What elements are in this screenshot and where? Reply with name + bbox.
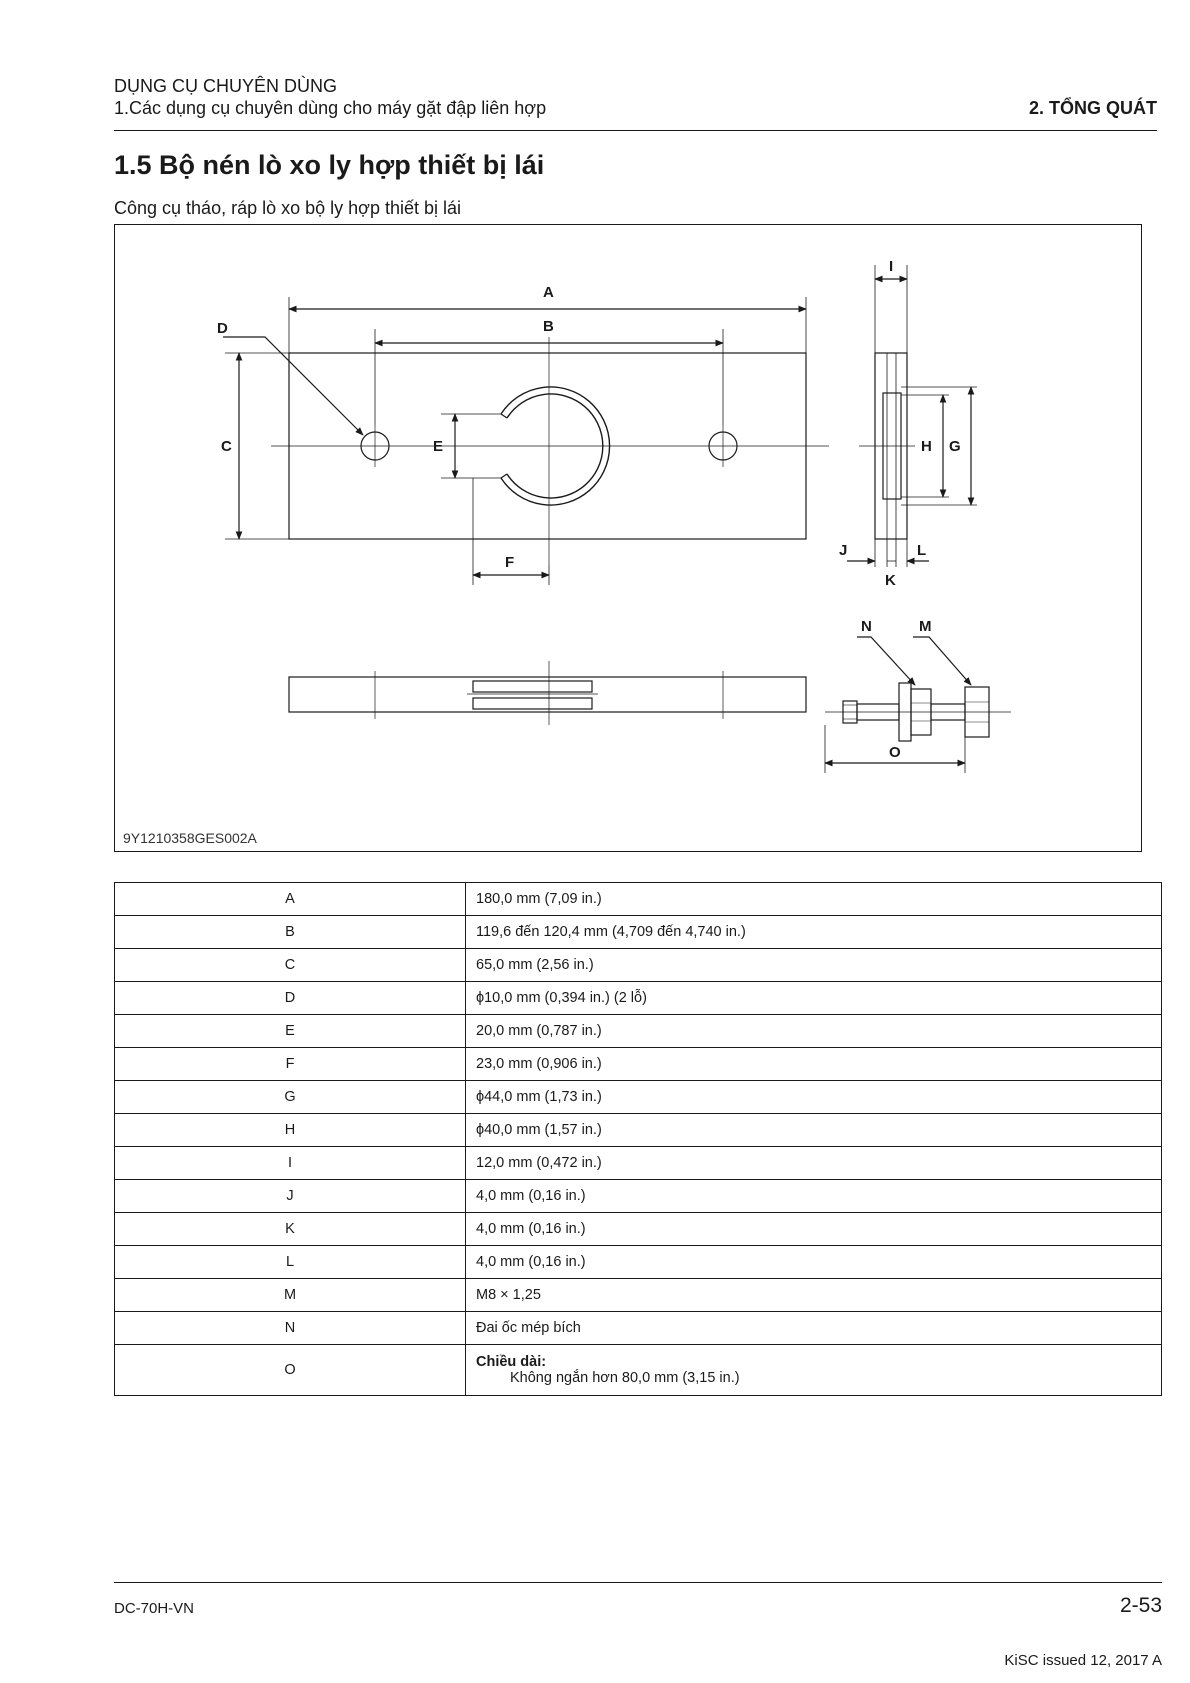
- spec-value: ϕ10,0 mm (0,394 in.) (2 lỗ): [466, 982, 1162, 1015]
- spec-value: 65,0 mm (2,56 in.): [466, 949, 1162, 982]
- label-l: L: [917, 542, 927, 559]
- spec-value: 180,0 mm (7,09 in.): [466, 883, 1162, 916]
- table-row: [115, 1345, 1162, 1396]
- drawing-svg: [115, 225, 1143, 853]
- table-row: [115, 1081, 1162, 1114]
- label-k: K: [885, 572, 896, 589]
- table-row: [115, 1279, 1162, 1312]
- label-h: H: [921, 438, 932, 455]
- label-a: A: [543, 284, 554, 301]
- spec-key: B: [115, 916, 466, 949]
- technical-drawing: [114, 224, 1142, 852]
- spec-key: J: [115, 1180, 466, 1213]
- page-number: 2-53: [1119, 1594, 1162, 1617]
- table-row: [115, 1015, 1162, 1048]
- figure-code: 9Y1210358GES002A: [123, 830, 257, 846]
- spec-value: ϕ40,0 mm (1,57 in.): [466, 1114, 1162, 1147]
- leader-d: [223, 337, 363, 435]
- leader-m: [913, 637, 971, 685]
- label-j: J: [839, 542, 848, 559]
- table-row: [115, 1048, 1162, 1081]
- label-o: O: [889, 744, 901, 761]
- spec-key: F: [115, 1048, 466, 1081]
- spec-key: L: [115, 1246, 466, 1279]
- spec-value-cell: [466, 1345, 1162, 1396]
- table-row: [115, 1180, 1162, 1213]
- spec-value: Không ngắn hơn 80,0 mm (3,15 in.): [510, 1370, 740, 1386]
- spec-key: O: [115, 1345, 466, 1396]
- label-m: M: [919, 618, 932, 635]
- label-f: F: [505, 554, 515, 571]
- table-row: [115, 1246, 1162, 1279]
- document-code: DC-70H-VN: [114, 1600, 195, 1617]
- spec-key: E: [115, 1015, 466, 1048]
- spec-table: [114, 882, 1162, 1396]
- spec-value: 4,0 mm (0,16 in.): [466, 1213, 1162, 1246]
- label-c: C: [221, 438, 232, 455]
- spec-key: D: [115, 982, 466, 1015]
- spec-value: M8 × 1,25: [466, 1279, 1162, 1312]
- spec-key: K: [115, 1213, 466, 1246]
- label-n: N: [861, 618, 872, 635]
- label-b: B: [543, 318, 554, 335]
- spec-value: 23,0 mm (0,906 in.): [466, 1048, 1162, 1081]
- header-subchapter: 1.Các dụng cụ chuyên dùng cho máy gặt đập liên hợp: [114, 98, 547, 118]
- page-header: [114, 76, 1157, 131]
- issue-note: KiSC issued 12, 2017 A: [1004, 1652, 1162, 1669]
- table-row: [115, 982, 1162, 1015]
- page-title: 1.5 Bộ nén lò xo ly hợp thiết bị lái: [114, 150, 545, 180]
- spec-value: 119,6 đến 120,4 mm (4,709 đến 4,740 in.): [466, 916, 1162, 949]
- spec-key: G: [115, 1081, 466, 1114]
- label-i: I: [889, 258, 894, 275]
- table-row: [115, 949, 1162, 982]
- footer-divider: [114, 1582, 1162, 1583]
- table-row: [115, 1147, 1162, 1180]
- spec-key: A: [115, 883, 466, 916]
- spec-value: 12,0 mm (0,472 in.): [466, 1147, 1162, 1180]
- table-row: [115, 916, 1162, 949]
- table-row: [115, 1213, 1162, 1246]
- spec-value: 20,0 mm (0,787 in.): [466, 1015, 1162, 1048]
- header-chapter: DỤNG CỤ CHUYÊN DÙNG: [114, 76, 338, 96]
- spec-key: C: [115, 949, 466, 982]
- table-row: [115, 883, 1162, 916]
- spec-value: Đai ốc mép bích: [466, 1312, 1162, 1345]
- spec-key: H: [115, 1114, 466, 1147]
- header-section: 2. TỔNG QUÁT: [1028, 98, 1157, 118]
- label-d: D: [217, 320, 228, 337]
- table-row: [115, 1312, 1162, 1345]
- label-e: E: [433, 438, 444, 455]
- spec-value: ϕ44,0 mm (1,73 in.): [466, 1081, 1162, 1114]
- plate-bottom-view: [289, 677, 806, 712]
- spec-key: M: [115, 1279, 466, 1312]
- spec-value: 4,0 mm (0,16 in.): [466, 1180, 1162, 1213]
- leader-n: [857, 637, 915, 685]
- spec-value: 4,0 mm (0,16 in.): [466, 1246, 1162, 1279]
- spec-value-label: Chiều dài:: [476, 1354, 547, 1370]
- table-row: [115, 1114, 1162, 1147]
- page-subtitle: Công cụ tháo, ráp lò xo bộ ly hợp thiết bị lái: [114, 198, 462, 218]
- label-g: G: [949, 438, 961, 455]
- spec-key: N: [115, 1312, 466, 1345]
- spec-key: I: [115, 1147, 466, 1180]
